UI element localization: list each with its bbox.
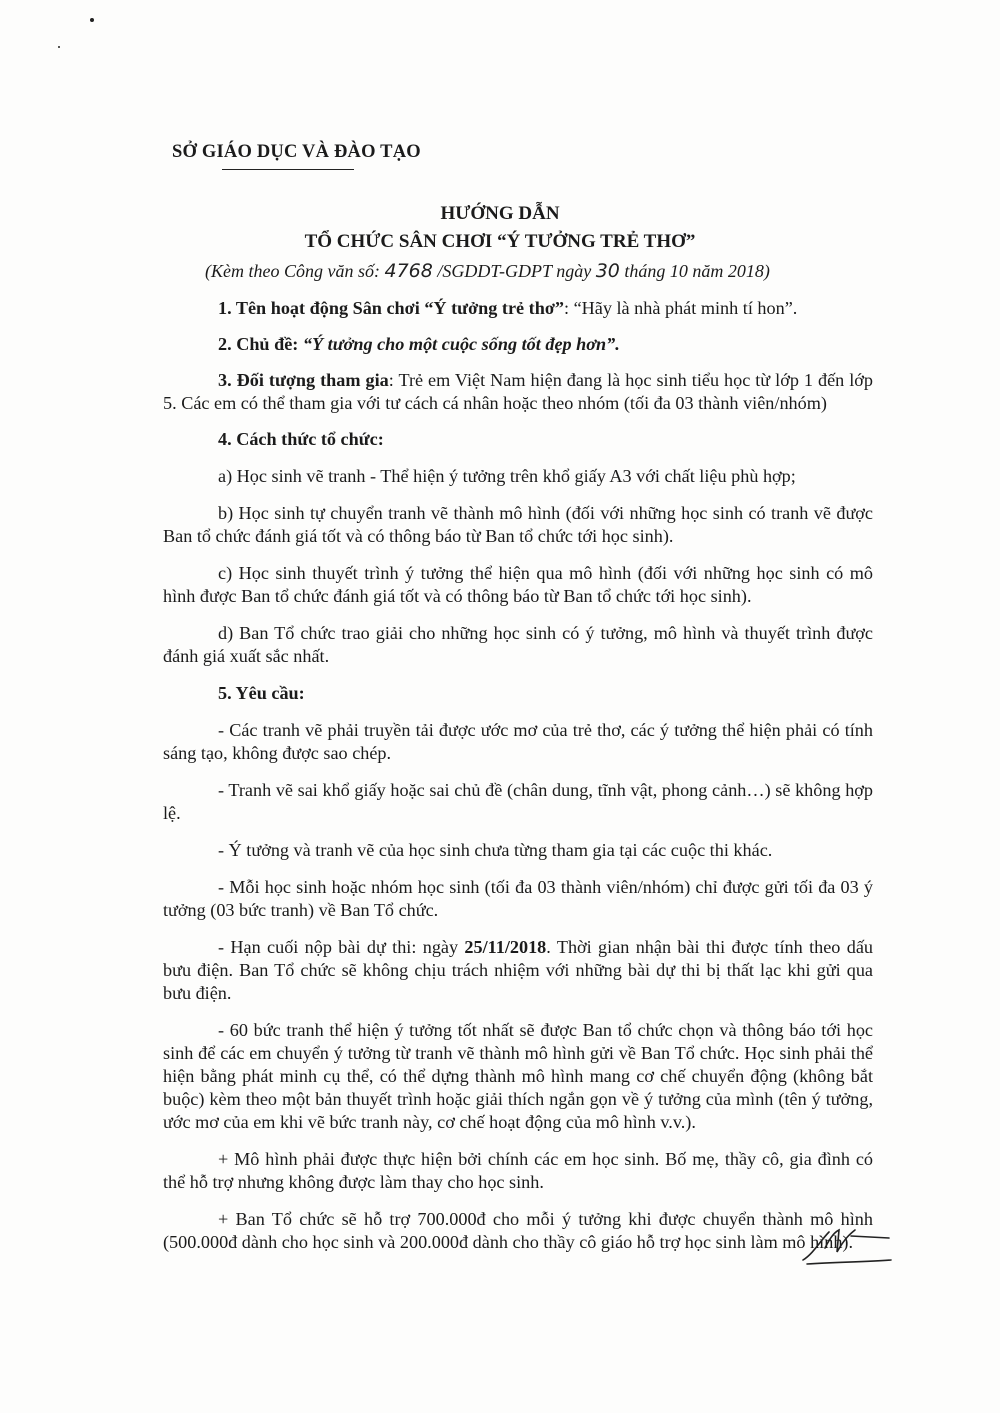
handwritten-day: 30 — [595, 260, 620, 282]
handwritten-doc-number: 4768 — [384, 260, 433, 282]
scan-speck — [90, 18, 94, 22]
section-5-item: - Các tranh vẽ phải truyền tải được ước mơ của trẻ thơ, các ý tưởng thể hiện phải có tính sáng tạo, không được sao chép. — [163, 720, 873, 763]
section-3 — [163, 369, 873, 415]
section-5-heading: 5. Yêu cầu: — [218, 683, 305, 703]
section-4-item-d: d) Ban Tổ chức trao giải cho những học sinh có ý tưởng, mô hình và thuyết trình được đánh giá xuất sắc nhất. — [163, 623, 873, 666]
section-2-label: 2. Chủ đề: — [218, 334, 299, 354]
section-5-item: - Mỗi học sinh hoặc nhóm học sinh (tối đa 03 thành viên/nhóm) chỉ được gửi tối đa 03 ý tưởng (03 bức tranh) về Ban Tổ chức. — [163, 877, 873, 920]
section-5-item: - 60 bức tranh thể hiện ý tưởng tốt nhất sẽ được Ban tổ chức chọn và thông báo tới học sinh để các em chuyển ý tưởng từ tranh vẽ thành mô hình gửi về Ban Tổ chức. Học sinh phải thể hiện bằng phát minh cụ thể, có thể dựng thành mô hình mang cơ chế chuyển động (không bắt buộc) kèm theo một bản thuyết trình hoặc giải thích ngắn gọn về ý tưởng của mình (tên ý tưởng, ước mơ của em khi vẽ bức tranh này, cơ chế hoạt động của mô hình v.v.). — [163, 1020, 873, 1132]
section-1-text: : “Hãy là nhà phát minh tí hon”. — [563, 298, 798, 318]
reference-suffix: tháng 10 năm 2018) — [624, 261, 770, 281]
section-4-item-b: b) Học sinh tự chuyển tranh vẽ thành mô hình (đối với những học sinh có tranh vẽ được Ban tổ chức đánh giá tốt và có thông báo từ Ban tổ chức tới học sinh). — [163, 503, 873, 546]
section-4-item-c: c) Học sinh thuyết trình ý tưởng thể hiện qua mô hình (đối với những học sinh có mô hình được Ban tổ chức đánh giá tốt và có thông báo từ Ban tổ chức tới học sinh). — [163, 563, 873, 606]
reference-prefix: (Kèm theo Công văn số: — [205, 261, 380, 281]
scan-speck — [58, 46, 60, 48]
section-1 — [163, 297, 873, 320]
organization-name: SỞ GIÁO DỤC VÀ ĐÀO TẠO — [172, 142, 421, 162]
organization-underline — [222, 169, 354, 170]
document-reference — [205, 260, 845, 282]
section-1-label: 1. Tên hoạt động Sân chơi “Ý tưởng trẻ thơ” — [218, 298, 564, 318]
section-5-item: + Ban Tổ chức sẽ hỗ trợ 700.000đ cho mỗi ý tưởng khi được chuyển thành mô hình (500.000đ dành cho học sinh và 200.000đ dành cho thầy cô giáo hỗ trợ học sinh làm mô hình). — [163, 1209, 873, 1252]
reference-mid: /SGDDT-GDPT ngày — [437, 261, 592, 281]
section-4-heading: 4. Cách thức tổ chức: — [218, 429, 384, 449]
section-2-text: “Ý tưởng cho một cuộc sống tốt đẹp hơn”. — [302, 334, 620, 354]
section-3-label: 3. Đối tượng tham gia — [218, 370, 389, 390]
document-body — [163, 297, 873, 1268]
document-subject: TỔ CHỨC SÂN CHƠI “Ý TƯỞNG TRẺ THƠ” — [304, 231, 696, 252]
section-3-text: : Trẻ em Việt Nam hiện đang là học sinh tiểu học từ lớp 1 đến lớp 5. Các em có thể tham gia với tư cách cá nhân hoặc theo nhóm (tối đa 03 thành viên/nhóm) — [163, 370, 873, 413]
section-5-item: - Ý tưởng và tranh vẽ của học sinh chưa từng tham gia tại các cuộc thi khác. — [218, 840, 773, 860]
section-4-item-a: a) Học sinh vẽ tranh - Thể hiện ý tưởng trên khổ giấy A3 với chất liệu phù hợp; — [218, 466, 796, 486]
section-5-item: - Tranh vẽ sai khổ giấy hoặc sai chủ đề (chân dung, tĩnh vật, phong cảnh…) sẽ không hợp lệ. — [163, 780, 873, 823]
document-title: HƯỚNG DẪN — [440, 203, 560, 224]
section-5-item: + Mô hình phải được thực hiện bởi chính các em học sinh. Bố mẹ, thầy cô, gia đình có thể hỗ trợ nhưng không được làm thay cho học sinh. — [163, 1149, 873, 1192]
deadline-date: 25/11/2018 — [464, 937, 547, 957]
section-2 — [163, 333, 873, 356]
handwritten-initials — [795, 1218, 895, 1273]
section-5-deadline: - Hạn cuối nộp bài dự thi: ngày 25/11/2018. Thời gian nhận bài thi được tính theo dấu bưu điện. Ban Tổ chức sẽ không chịu trách nhiệm với những bài dự thi bị thất lạc khi gửi qua bưu điện. — [163, 937, 873, 1003]
